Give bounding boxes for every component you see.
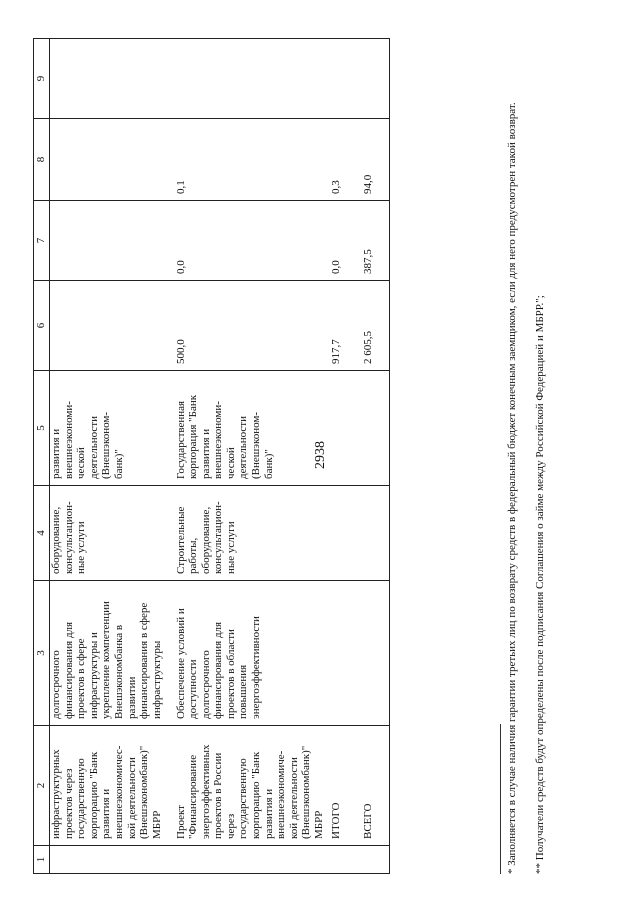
row3-col7: 0,0	[330, 201, 362, 281]
row3-col9	[330, 39, 362, 119]
row4-col1	[362, 846, 390, 874]
row3-col5	[330, 371, 362, 486]
row4-col5	[362, 371, 390, 486]
footnote-1-mark: *	[506, 868, 518, 874]
row1-col9	[50, 39, 175, 119]
row2-purchases: Строительные работы, оборудование, консультацион- ные услуги	[175, 486, 330, 581]
page-number: 2938	[313, 441, 328, 469]
col-header-5: 5	[34, 371, 50, 486]
column-number-row	[34, 39, 50, 874]
row1-project-name: инфраструктурных проектов через государственную корпорацию "Банк развития и внешнеэкономичес- кой деятельности (Внешэкономбанк)" МБРР	[50, 726, 175, 846]
financing-table	[33, 38, 390, 874]
row1-col1	[50, 846, 175, 874]
row4-col4	[362, 486, 390, 581]
row3-col4	[330, 486, 362, 581]
row2-col6: 500,0	[175, 281, 330, 371]
footnote-2-mark: **	[534, 863, 546, 874]
col-header-4: 4	[34, 486, 50, 581]
table-row-itogo	[330, 39, 362, 874]
row3-label: ИТОГО	[330, 726, 362, 846]
table-row-energy-efficiency	[175, 39, 330, 874]
row1-executor: развития и внешнеэкономи- ческой деятельности (Внешэконом- банк)"	[50, 371, 175, 486]
table-row-vsego	[362, 39, 390, 874]
col-header-7: 7	[34, 201, 50, 281]
col-header-3: 3	[34, 581, 50, 726]
row3-col6: 917,7	[330, 281, 362, 371]
row4-col9	[362, 39, 390, 119]
row3-col8: 0,3	[330, 119, 362, 201]
col-header-1: 1	[34, 846, 50, 874]
col-header-6: 6	[34, 281, 50, 371]
footnote-2	[534, 34, 547, 874]
row2-col1	[175, 846, 330, 874]
row4-col3	[362, 581, 390, 726]
row1-goal: долгосрочного финансирования для проектов в сфере инфраструктуры и укрепление компетенции Внешэкономбанка в развитии финансирования в сфере инфраструктуры	[50, 581, 175, 726]
row2-project-name: Проект "Финансирование энергоэффективных проектов в России через государственную корпорацию "Банк развития и внешнеэкономиче- кой деятельности (Внешэкономбанк)" МБРР	[175, 726, 330, 846]
row4-label: ВСЕГО	[362, 726, 390, 846]
row1-col8	[50, 119, 175, 201]
col-header-9: 9	[34, 39, 50, 119]
row2-col9	[175, 39, 330, 119]
col-header-8: 8	[34, 119, 50, 201]
row1-purchases: оборудование, консультацион- ные услуги	[50, 486, 175, 581]
row4-col8: 94,0	[362, 119, 390, 201]
row4-col7: 387,5	[362, 201, 390, 281]
row2-col7: 0,0	[175, 201, 330, 281]
col-header-2: 2	[34, 726, 50, 846]
row4-col6: 2 605,5	[362, 281, 390, 371]
footnote-1-text: Заполняется в случае наличия гарантии третьих лиц по возврату средств в федеральный бюджет конечным заемщиком, если для него предусмотрен такой возврат.	[506, 102, 518, 866]
row2-col8: 0,1	[175, 119, 330, 201]
row2-goal: Обеспечение условий и доступности долгосрочного финансирования для проектов в области повышения энергоэффективности	[175, 581, 330, 726]
row1-col6	[50, 281, 175, 371]
row3-col1	[330, 846, 362, 874]
footnote-divider	[500, 724, 501, 874]
row1-col7	[50, 201, 175, 281]
row2-executor: Государственная корпорация "Банк развития и внешнеэкономи- ческой деятельности (Внешэконом- банк)"	[175, 371, 330, 486]
row3-col3	[330, 581, 362, 726]
table-row-infrastructure	[50, 39, 175, 874]
footnote-1	[506, 34, 519, 874]
footnote-2-text: Получатели средств будут определены после подписания Соглашения о займе между Российской Федерацией и МБРР.";	[534, 295, 546, 861]
